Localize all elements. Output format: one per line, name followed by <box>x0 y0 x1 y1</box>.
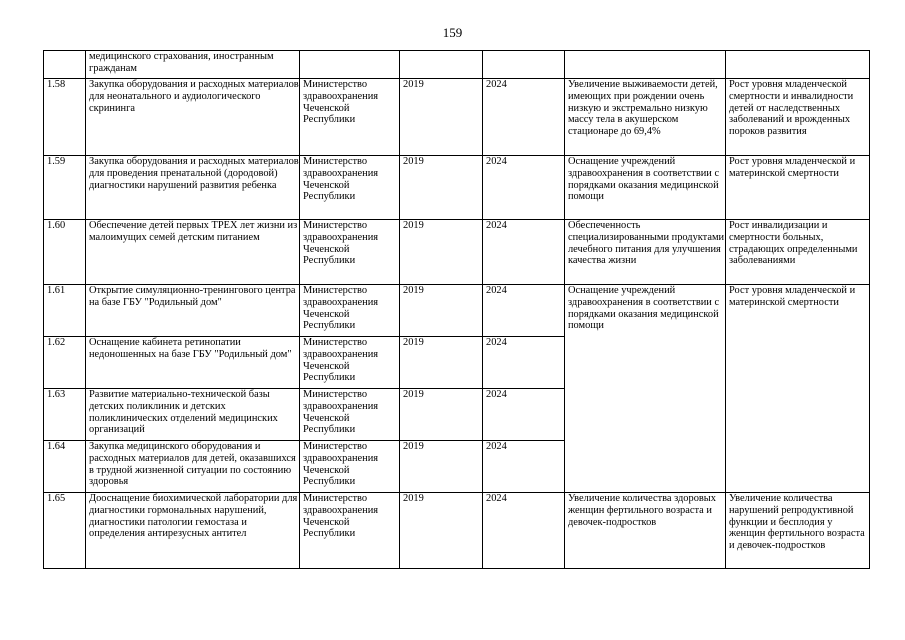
consequence: Рост инвалидизации и смертности больных, страдающих определенными заболеваниями <box>726 220 870 285</box>
row-number: 1.61 <box>44 285 86 337</box>
end-year: 2024 <box>483 79 565 156</box>
measure-name: Оснащение кабинета ретинопатии недоношенных на базе ГБУ "Родильный дом" <box>86 337 300 389</box>
start-year <box>400 51 483 79</box>
executor: Министерство здравоохранения Чеченской Республики <box>300 441 400 493</box>
start-year: 2019 <box>400 156 483 220</box>
expected-result: Обеспеченность специализированными продуктами лечебного питания для улучшения качества жизни <box>565 220 726 285</box>
end-year: 2024 <box>483 220 565 285</box>
executor: Министерство здравоохранения Чеченской Республики <box>300 79 400 156</box>
end-year: 2024 <box>483 389 565 441</box>
measure-name: Открытие симуляционно-тренингового центра на базе ГБУ "Родильный дом" <box>86 285 300 337</box>
table-row <box>44 220 870 285</box>
executor: Министерство здравоохранения Чеченской Республики <box>300 285 400 337</box>
expected-result: Оснащение учреждений здравоохранения в соответствии с порядками оказания медицинской помощи <box>565 285 726 493</box>
consequence: Увеличение количества нарушений репродуктивной функции и бесплодия у женщин фертильного возраста и девочек-подростков <box>726 493 870 569</box>
consequence <box>726 51 870 79</box>
start-year: 2019 <box>400 389 483 441</box>
end-year: 2024 <box>483 337 565 389</box>
end-year: 2024 <box>483 285 565 337</box>
executor: Министерство здравоохранения Чеченской Республики <box>300 220 400 285</box>
measure-name: Закупка оборудования и расходных материалов для неонатального и аудиологического скрининга <box>86 79 300 156</box>
measure-name: Развитие материально-технической базы детских поликлиник и детских поликлинических отделений медицинских организаций <box>86 389 300 441</box>
executor: Министерство здравоохранения Чеченской Республики <box>300 493 400 569</box>
executor <box>300 51 400 79</box>
end-year: 2024 <box>483 156 565 220</box>
end-year <box>483 51 565 79</box>
executor: Министерство здравоохранения Чеченской Республики <box>300 389 400 441</box>
consequence: Рост уровня младенческой и материнской смертности <box>726 156 870 220</box>
measure-name: медицинского страхования, иностранным гражданам <box>86 51 300 79</box>
consequence: Рост уровня младенческой и материнской смертности <box>726 285 870 493</box>
row-number: 1.64 <box>44 441 86 493</box>
executor: Министерство здравоохранения Чеченской Республики <box>300 337 400 389</box>
row-number: 1.63 <box>44 389 86 441</box>
table-row <box>44 51 870 79</box>
row-number: 1.59 <box>44 156 86 220</box>
table-row <box>44 285 870 337</box>
page-number: 159 <box>442 25 463 40</box>
row-number: 1.58 <box>44 79 86 156</box>
row-number: 1.65 <box>44 493 86 569</box>
start-year: 2019 <box>400 441 483 493</box>
end-year: 2024 <box>483 493 565 569</box>
expected-result: Оснащение учреждений здравоохранения в соответствии с порядками оказания медицинской помощи <box>565 156 726 220</box>
start-year: 2019 <box>400 79 483 156</box>
consequence: Рост уровня младенческой смертности и инвалидности детей от наследственных заболеваний и врожденных пороков развития <box>726 79 870 156</box>
measure-name: Закупка оборудования и расходных материалов для проведения пренатальной (дородовой) диагностики нарушений развития ребенка <box>86 156 300 220</box>
executor: Министерство здравоохранения Чеченской Республики <box>300 156 400 220</box>
start-year: 2019 <box>400 285 483 337</box>
measure-name: Обеспечение детей первых ТРЕХ лет жизни из малоимущих семей детским питанием <box>86 220 300 285</box>
measure-name: Дооснащение биохимической лаборатории для диагностики гормональных нарушений, диагностики патологии гемостаза и определения антирезусных антител <box>86 493 300 569</box>
row-number: 1.60 <box>44 220 86 285</box>
measure-name: Закупка медицинского оборудования и расходных материалов для детей, оказавшихся в трудной жизненной ситуации по состоянию здоровья <box>86 441 300 493</box>
row-number <box>44 51 86 79</box>
measures-table <box>43 50 870 569</box>
start-year: 2019 <box>400 337 483 389</box>
row-number: 1.62 <box>44 337 86 389</box>
expected-result: Увеличение количества здоровых женщин фертильного возраста и девочек-подростков <box>565 493 726 569</box>
end-year: 2024 <box>483 441 565 493</box>
start-year: 2019 <box>400 493 483 569</box>
expected-result <box>565 51 726 79</box>
start-year: 2019 <box>400 220 483 285</box>
table-row <box>44 156 870 220</box>
table-row <box>44 493 870 569</box>
expected-result: Увеличение выживаемости детей, имеющих при рождении очень низкую и экстремально низкую массу тела в акушерском стационаре до 69,4% <box>565 79 726 156</box>
table-row <box>44 79 870 156</box>
